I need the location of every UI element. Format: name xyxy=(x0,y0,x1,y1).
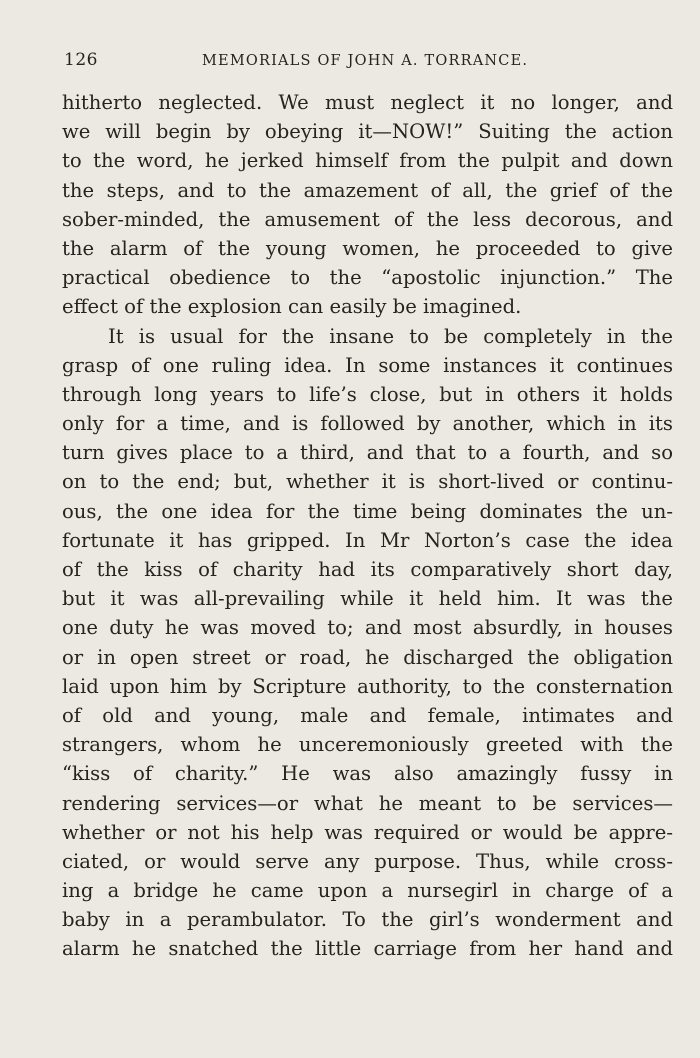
text-line: whether or not his help was required or would be appre- xyxy=(62,820,673,844)
paragraph-start-line: It is usual for the insane to be completely in the xyxy=(108,324,673,348)
text-line: to the word, he jerked himself from the pulpit and down xyxy=(62,149,673,173)
text-line: of the kiss of charity had its comparatively short day, xyxy=(62,558,673,581)
text-line: one duty he was moved to; and most absurdly, in houses xyxy=(62,616,673,640)
text-line: laid upon him by Scripture authority, to the consternation xyxy=(62,674,673,698)
text-line: turn gives place to a third, and that to a fourth, and so xyxy=(62,441,673,465)
text-line: the steps, and to the amazement of all, the grief of the xyxy=(62,178,673,202)
text-line: we will begin by obeying it—NOW!” Suiting the action xyxy=(62,120,673,144)
text-line: sober-minded, the amusement of the less decorous, and xyxy=(62,207,673,231)
page-number: 126 xyxy=(64,50,98,70)
text-line: ing a bridge he came upon a nursegirl in charge of a xyxy=(62,879,673,903)
text-line: “kiss of charity.” He was also amazingly fussy in xyxy=(62,762,673,786)
text-line: but it was all-prevailing while it held him. It was the xyxy=(62,587,673,611)
text-line: or in open street or road, he discharged the obligation xyxy=(62,645,673,669)
text-line: through long years to life’s close, but in others it holds xyxy=(62,382,673,406)
text-line: the alarm of the young women, he proceeded to give xyxy=(62,236,673,260)
text-line: hitherto neglected. We must neglect it no longer, and xyxy=(62,91,673,114)
text-line: grasp of one ruling idea. In some instances it continues xyxy=(62,353,673,377)
text-line: baby in a perambulator. To the girl’s wonderment and xyxy=(62,908,673,932)
text-line: ous, the one idea for the time being dominates the un- xyxy=(62,499,673,523)
body-text xyxy=(62,88,673,964)
running-head: MEMORIALS OF JOHN A. TORRANCE. xyxy=(202,53,529,69)
page-header xyxy=(62,50,674,76)
text-line: of old and young, male and female, intimates and xyxy=(62,703,673,727)
text-line: strangers, whom he unceremoniously greeted with the xyxy=(62,733,673,757)
text-line: practical obedience to the “apostolic injunction.” The xyxy=(62,266,673,290)
text-line: alarm he snatched the little carriage from her hand and xyxy=(62,937,673,961)
text-line: rendering services—or what he meant to be services— xyxy=(62,791,673,815)
text-line: only for a time, and is followed by another, which in its xyxy=(62,412,673,436)
text-line: ciated, or would serve any purpose. Thus, while cross- xyxy=(62,849,673,873)
text-line: fortunate it has gripped. In Mr Norton’s case the idea xyxy=(62,528,673,552)
text-line: on to the end; but, whether it is short-lived or continu- xyxy=(62,470,673,494)
text-line: effect of the explosion can easily be imagined. xyxy=(62,295,522,319)
